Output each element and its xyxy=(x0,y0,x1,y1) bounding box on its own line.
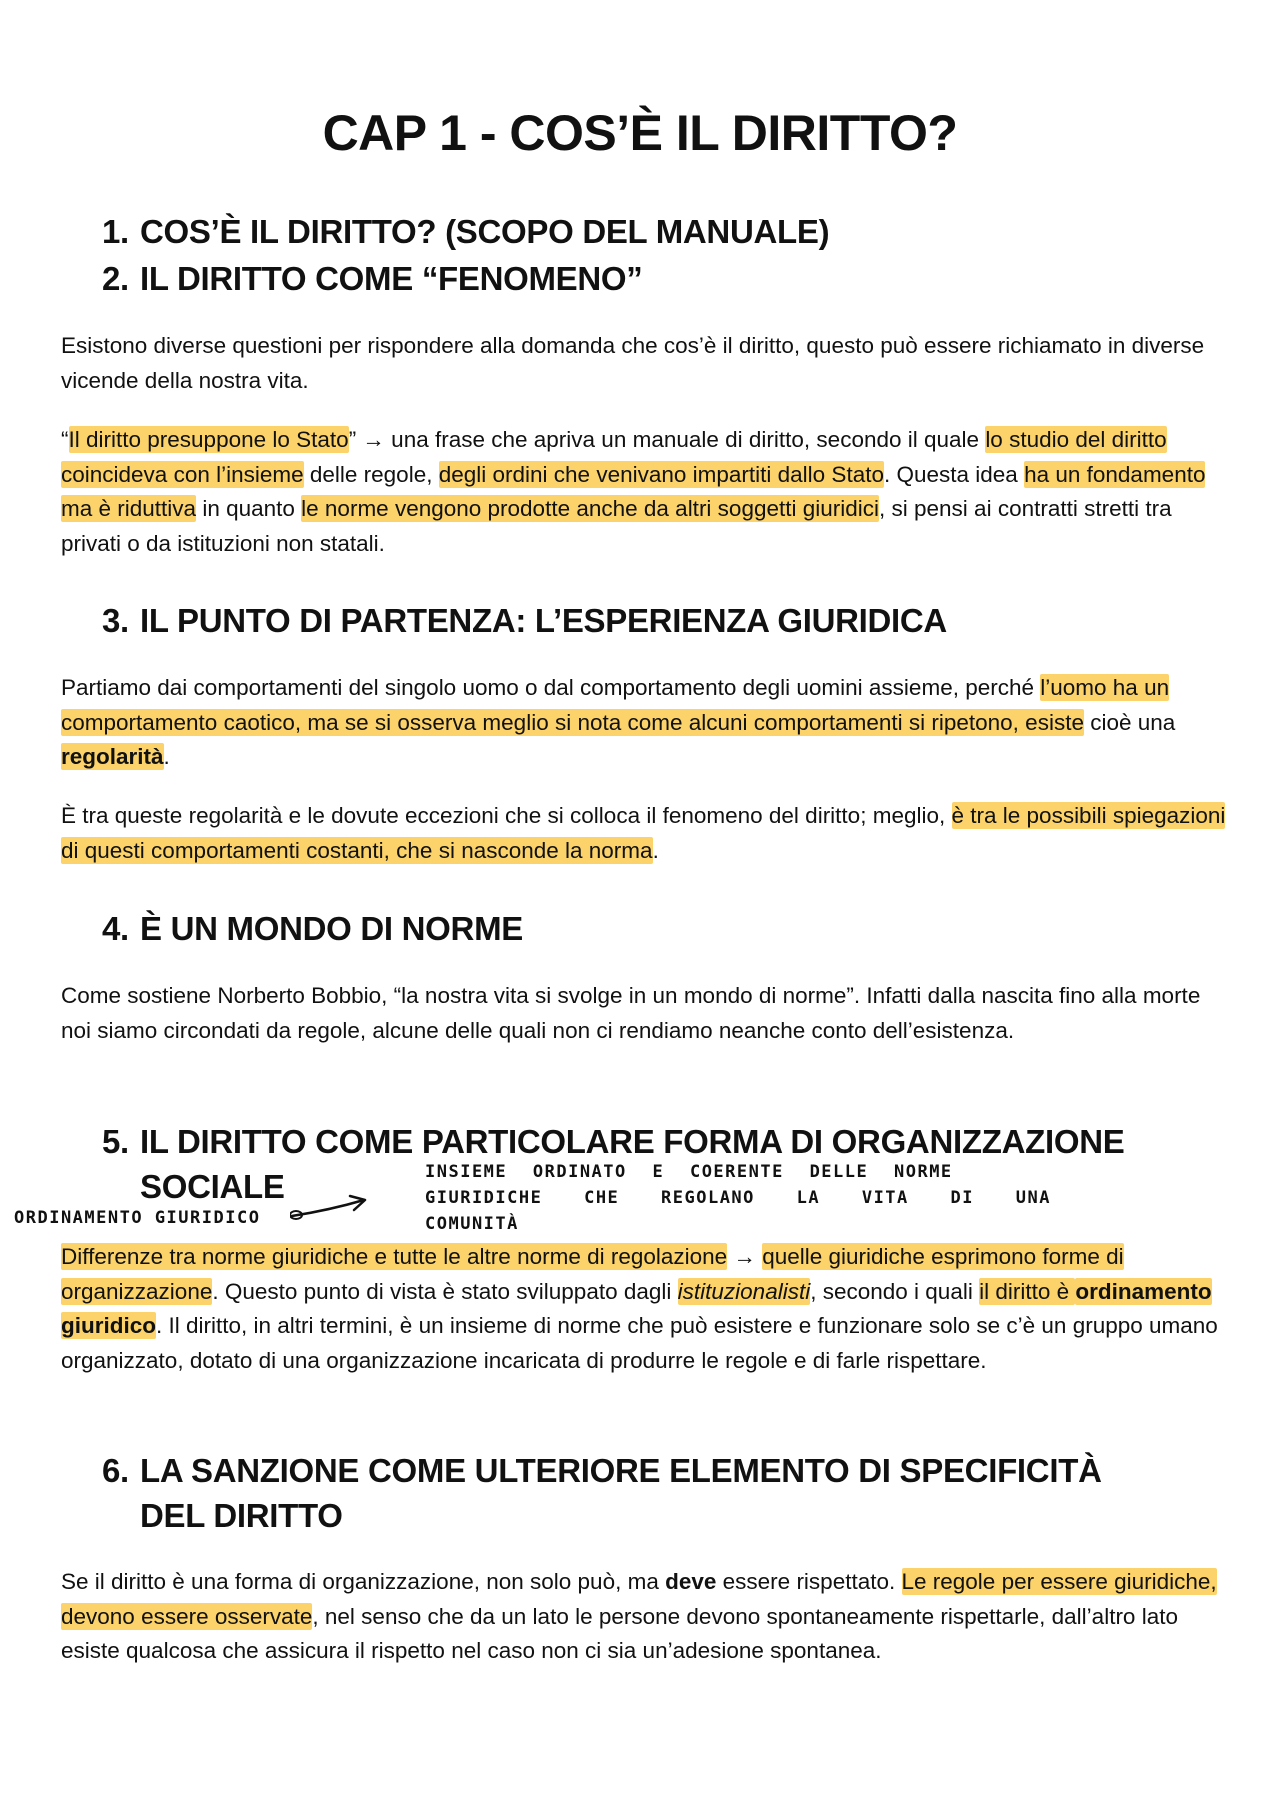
paragraph-2 xyxy=(61,423,1231,561)
highlighted-bold-text: ordinamento giuridico xyxy=(61,1278,1212,1338)
heading-1 xyxy=(102,209,829,254)
highlighted-text: l’uomo ha un comportamento caotico, ma se si osserva meglio si nota come alcuni comportamenti si ripetono, esiste xyxy=(61,675,1170,735)
heading-number: 5. xyxy=(102,1123,129,1160)
text-run: . Questa idea xyxy=(883,461,1025,487)
highlighted-text: lo studio del diritto coincideva con l’insieme xyxy=(61,427,1167,487)
highlighted-text: è tra le possibili spiegazioni di questi comportamenti costanti, che si nasconde la norma xyxy=(61,803,1226,863)
heading-3 xyxy=(102,598,947,643)
text-run: È tra queste regolarità e le dovute eccezioni che si colloca il fenomeno del diritto; meglio, xyxy=(61,803,952,828)
page-title: CAP 1 - COS’È IL DIRITTO? xyxy=(322,105,958,161)
highlighted-text: le norme vengono prodotte anche da altri soggetti giuridici xyxy=(301,496,880,521)
heading-number: 4. xyxy=(102,910,129,947)
highlighted-text: il diritto è xyxy=(979,1278,1076,1304)
paragraph-3 xyxy=(61,671,1231,775)
heading-2 xyxy=(102,256,643,301)
handwritten-note-definition xyxy=(425,1159,1195,1237)
text-run: Partiamo dai comportamenti del singolo uomo o dal comportamento degli uomini assieme, perché xyxy=(61,675,1041,700)
heading-6 xyxy=(102,1448,1102,1538)
heading-text-continued: SOCIALE xyxy=(140,1168,285,1205)
highlighted-italic-text: istituzionalisti xyxy=(677,1278,811,1304)
highlighted-text: degli ordini che venivano impartiti dallo Stato xyxy=(438,461,884,487)
highlighted-text: quelle giuridiche esprimono forme di organizzazione xyxy=(61,1244,1124,1304)
heading-number: 2. xyxy=(102,260,129,297)
paragraph-5: Come sostiene Norberto Bobbio, “la nostra vita si svolge in un mondo di norme”. Infatti dalla nascita fino alla morte noi siamo circondati da regole, alcune delle quali non ci rendiamo neanche conto dell’esistenza. xyxy=(61,983,1201,1043)
text-run: essere rispettato. xyxy=(716,1569,902,1594)
text-run: cioè una xyxy=(1083,709,1176,735)
paragraph-4 xyxy=(61,799,1231,868)
handwritten-line: COMUNITÀ xyxy=(425,1214,519,1234)
heading-text: IL PUNTO DI PARTENZA: L’ESPERIENZA GIURIDICA xyxy=(140,602,947,639)
heading-text: È UN MONDO DI NORME xyxy=(140,910,523,947)
highlighted-text: ha un fondamento ma è riduttiva xyxy=(61,461,1206,521)
highlighted-text: Differenze tra norme giuridiche e tutte le altre norme di regolazione xyxy=(61,1244,728,1269)
handwritten-line: GIURIDICHE CHE REGOLANO LA VITA DI UNA xyxy=(425,1188,1051,1208)
text-run: ” → una frase che apriva un manuale di diritto, secondo il quale xyxy=(348,427,986,452)
paragraph-7 xyxy=(61,1565,1231,1669)
text-run: , si pensi ai contratti stretti tra privati o da istituzioni non statali. xyxy=(61,496,1172,556)
paragraph-1: Esistono diverse questioni per rispondere alla domanda che cos’è il diritto, questo può essere richiamato in diverse vicende della nostra vita. xyxy=(61,333,1205,393)
heading-number: 6. xyxy=(102,1452,129,1489)
text-run: “ xyxy=(61,427,69,452)
paragraph-6 xyxy=(61,1240,1231,1378)
text-run: . xyxy=(652,837,659,863)
arrow-icon xyxy=(290,1192,370,1222)
text-run: in quanto xyxy=(196,496,302,521)
text-run: . xyxy=(163,744,170,769)
text-run: → xyxy=(727,1244,763,1269)
highlighted-bold-text: regolarità xyxy=(61,744,164,769)
text-run: . Questo punto di vista è stato sviluppato dagli xyxy=(212,1278,678,1304)
heading-text: IL DIRITTO COME PARTICOLARE FORMA DI ORGANIZZAZIONE xyxy=(140,1123,1125,1160)
heading-4 xyxy=(102,906,523,951)
highlighted-text: Le regole per essere giuridiche, devono essere osservate xyxy=(61,1569,1217,1629)
highlighted-text: Il diritto presuppone lo Stato xyxy=(68,427,349,452)
heading-text: IL DIRITTO COME “FENOMENO” xyxy=(140,260,643,297)
text-run: Se il diritto è una forma di organizzazione, non solo può, ma xyxy=(61,1569,666,1594)
heading-text: COS’È IL DIRITTO? (SCOPO DEL MANUALE) xyxy=(140,213,830,250)
text-run: , nel senso che da un lato le persone devono spontaneamente rispettarle, dall’altro lato esiste qualcosa che assicura il rispetto nel caso non ci sia un’adesione spontanea. xyxy=(61,1603,1178,1663)
heading-number: 3. xyxy=(102,602,129,639)
text-run: . Il diritto, in altri termini, è un insieme di norme che può esistere e funzionare solo se c’è un gruppo umano organizzato, dotato di una organizzazione incaricata di produrre le regole e di farle rispettare. xyxy=(61,1313,1218,1373)
heading-number: 1. xyxy=(102,213,129,250)
text-run: delle regole, xyxy=(303,461,439,487)
handwritten-note-left: ORDINAMENTO GIURIDICO xyxy=(14,1208,261,1228)
heading-text-continued: DEL DIRITTO xyxy=(140,1497,343,1534)
text-run: , secondo i quali xyxy=(810,1278,980,1304)
heading-text: LA SANZIONE COME ULTERIORE ELEMENTO DI SPECIFICITÀ xyxy=(140,1452,1102,1489)
bold-text: deve xyxy=(665,1569,717,1594)
handwritten-line: INSIEME ORDINATO E COERENTE DELLE NORME xyxy=(425,1162,953,1182)
